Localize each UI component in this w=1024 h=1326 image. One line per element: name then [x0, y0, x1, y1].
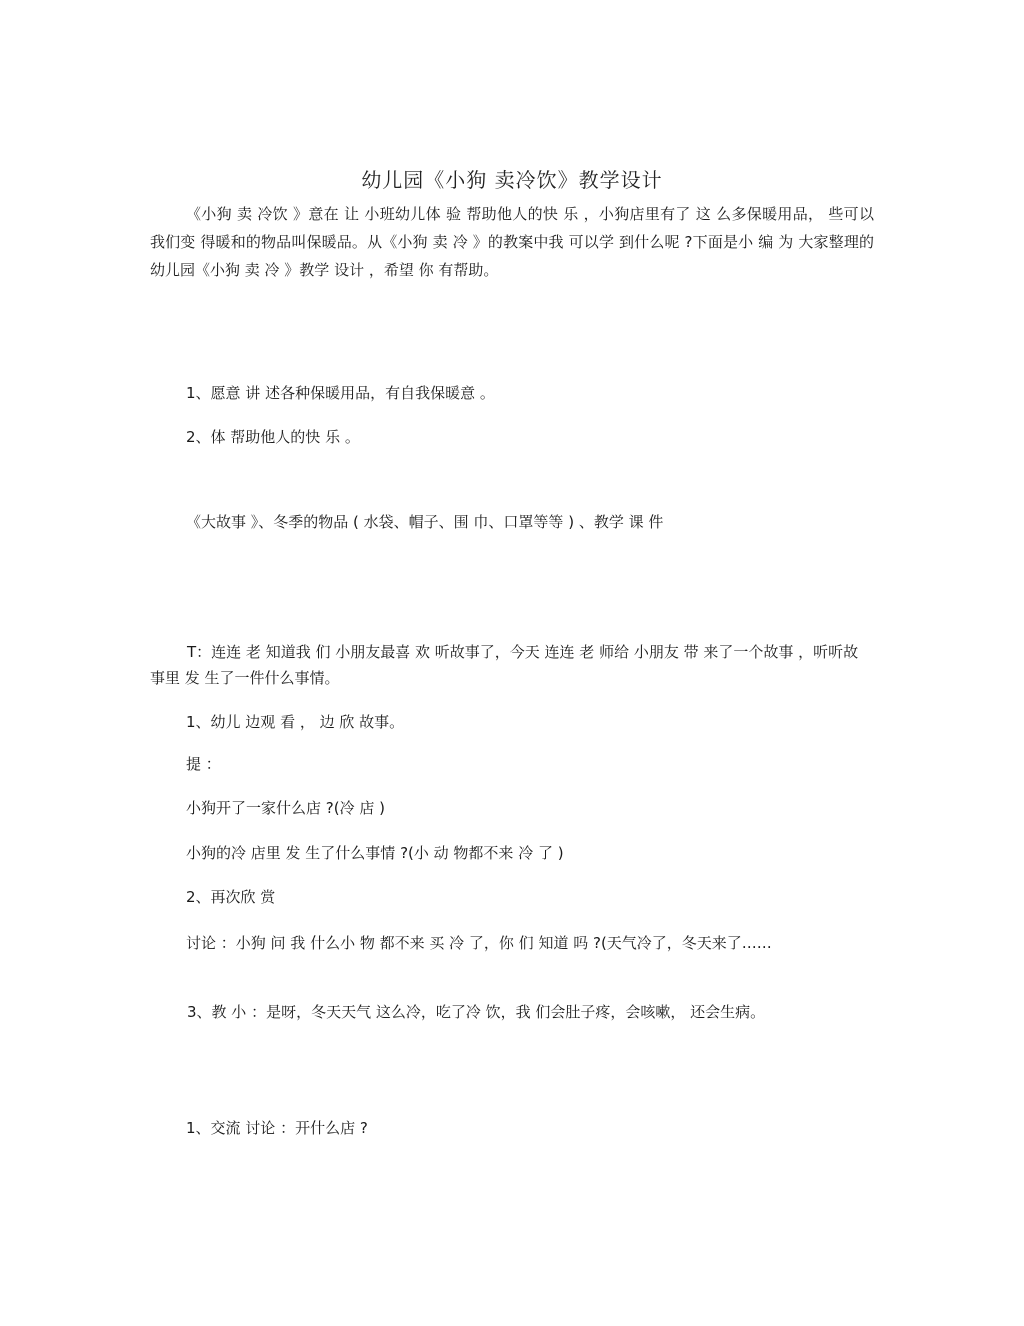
step-discussion: 讨论 ：小狗 问 我 什么小 物 都不来 买 冷 了，你 们 知道 吗 ?(天气冷了，冬天来了……	[186, 934, 772, 952]
intro-talk-paragraph: T：连连 老 知道我 们 小朋友最喜 欢 听故事了，今天 连连 老 师给 小朋友 带 来了一个故事 ，听听故事里 发 生了一件什么事情。	[150, 643, 859, 687]
document-title: 幼儿园《小狗 卖冷饮》教学设计	[361, 168, 663, 192]
step-watch-story: 1、幼儿 边观 看 ， 边 欣 故事。	[186, 713, 405, 731]
goal-item-1: 1、愿意 讲 述各种保暖用品，有自我保暖意 。	[186, 384, 495, 402]
step-question-shop: 小狗开了一家什么店 ?(冷 店 )	[186, 799, 385, 817]
step-reappreciate: 2、再次欣 赏	[186, 888, 276, 906]
materials-line: 《大故事 》、冬季的物品 ( 水袋、帽子、围 巾、口罩等等 ) 、教学 课 件	[186, 513, 664, 531]
discussion-line: 1、交流 讨论 ：开什么店 ?	[186, 1119, 368, 1137]
intro-text: 《小狗 卖 冷饮 》意在 让 小班幼儿体 验 帮助他人的快 乐 ，小狗店里有了 这 么多保暖用品， 些可以 我们变 得暖和的物品叫保暖品。从《小狗 卖 冷 》的教案中我 可以学 到什么呢 ?下面是小 编 为 大家整理的幼儿园《小狗 卖 冷 》教学 设计 ，希望 你 有帮助。	[150, 205, 874, 279]
goal-item-2: 2、体 帮助他人的快 乐 。	[186, 428, 360, 446]
intro-paragraph	[150, 200, 874, 284]
step-question-label: 提 ：	[186, 755, 221, 773]
step-question-event: 小狗的冷 店里 发 生了什么事情 ?(小 动 物都不来 冷 了 )	[186, 844, 564, 862]
teacher-summary-paragraph: 3、教 小 ：是呀，冬天天气 这么冷，吃了冷 饮，我 们会肚子疼，会咳嗽， 还会生病。	[187, 1003, 766, 1021]
